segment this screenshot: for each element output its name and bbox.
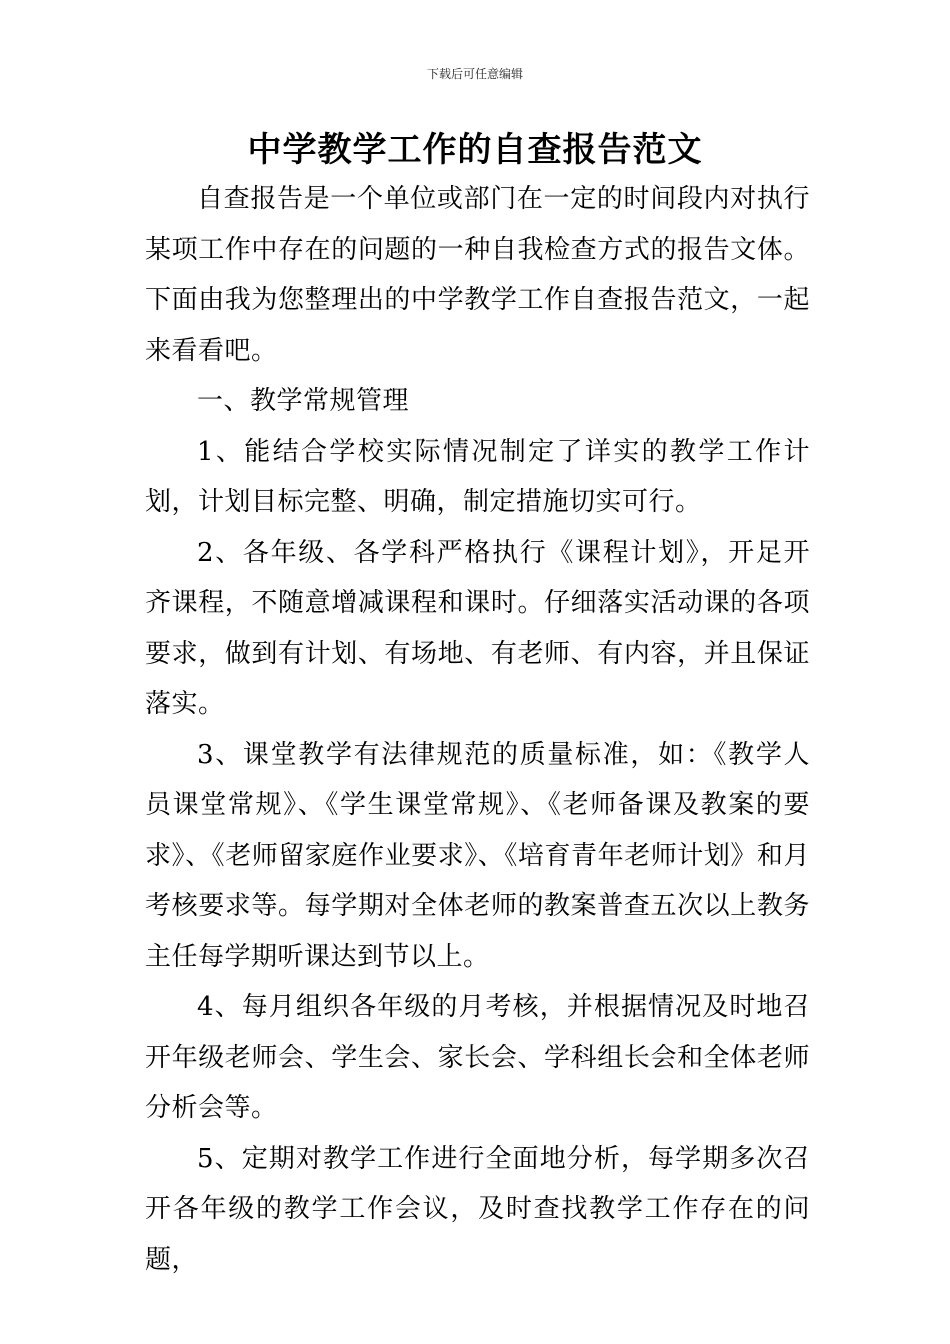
paragraph-intro: 自查报告是一个单位或部门在一定的时间段内对执行某项工作中存在的问题的一种自我检查方式的报告文体。下面由我为您整理出的中学教学工作自查报告范文，一起来看看吧。 xyxy=(145,184,810,366)
header-note: 下载后可任意编辑 xyxy=(426,67,523,81)
paragraph-item-4: 4、每月组织各年级的月考核，并根据情况及时地召开年级老师会、学生会、家长会、学科组长会和全体老师分析会等。 xyxy=(145,992,810,1123)
paragraph-item-2: 2、各年级、各学科严格执行《课程计划》，开足开齐课程，不随意增减课程和课时。仔细落实活动课的各项要求，做到有计划、有场地、有老师、有内容，并且保证落实。 xyxy=(145,537,810,719)
section-heading: 一、教学常规管理 xyxy=(197,386,410,416)
document-title: 中学教学工作的自查报告范文 xyxy=(247,130,703,170)
paragraph-item-1: 1、能结合学校实际情况制定了详实的教学工作计划，计划目标完整、明确，制定措施切实可行。 xyxy=(145,436,810,517)
paragraph-item-3: 3、课堂教学有法律规范的质量标准，如：《教学人员课堂常规》、《学生课堂常规》、《老师备课及教案的要求》、《老师留家庭作业要求》、《培育青年老师计划》和月考核要求等。每学期对全体老师的教案普查五次以上教务主任每学期听课达到节以上。 xyxy=(145,739,810,972)
document-body xyxy=(145,174,810,1285)
paragraph-item-5: 5、定期对教学工作进行全面地分析，每学期多次召开各年级的教学工作会议，及时查找教学工作存在的问题， xyxy=(145,1143,810,1275)
